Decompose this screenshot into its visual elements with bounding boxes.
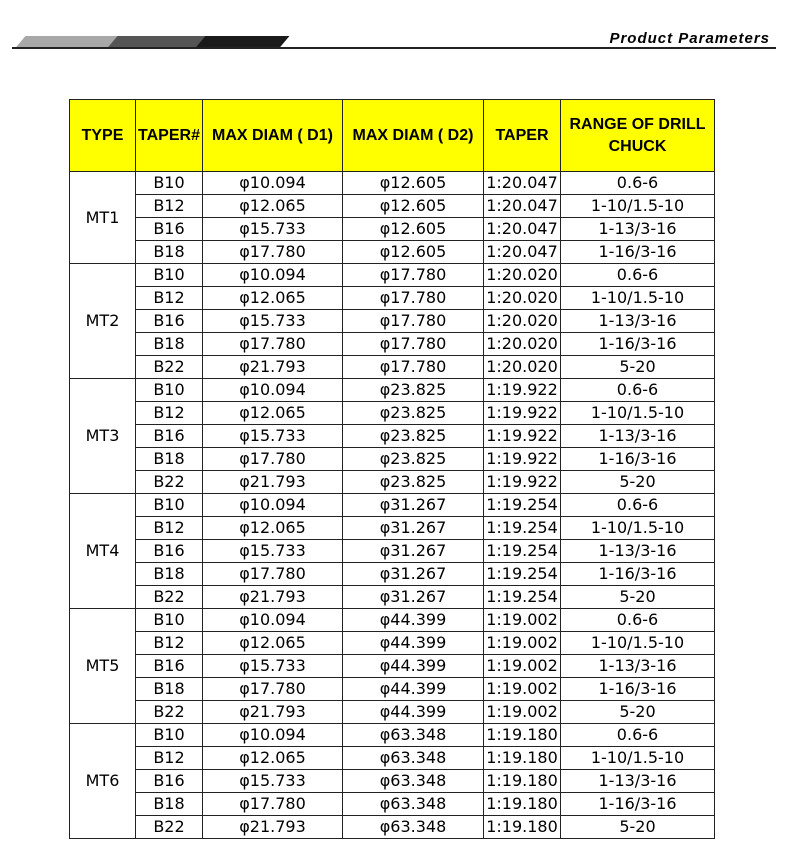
table-row [70, 379, 715, 402]
taper-ratio-cell: 1:19.922 [484, 425, 561, 448]
table-row [70, 241, 715, 264]
column-header-drill-chuck-range: RANGE OF DRILL CHUCK [561, 100, 715, 172]
max-diam-d1-cell: φ15.733 [203, 218, 343, 241]
max-diam-d2-cell: φ12.605 [343, 172, 484, 195]
max-diam-d2-cell: φ31.267 [343, 540, 484, 563]
max-diam-d1-cell: φ21.793 [203, 586, 343, 609]
taper-number-cell: B10 [136, 724, 203, 747]
max-diam-d2-cell: φ17.780 [343, 287, 484, 310]
max-diam-d1-cell: φ15.733 [203, 540, 343, 563]
drill-chuck-range-cell: 1-16/3-16 [561, 241, 715, 264]
max-diam-d2-cell: φ44.399 [343, 655, 484, 678]
max-diam-d1-cell: φ15.733 [203, 425, 343, 448]
taper-ratio-cell: 1:19.922 [484, 379, 561, 402]
type-cell: MT6 [70, 724, 136, 839]
drill-chuck-range-cell: 1-10/1.5-10 [561, 517, 715, 540]
max-diam-d2-cell: φ23.825 [343, 402, 484, 425]
table-row [70, 494, 715, 517]
drill-chuck-range-cell: 1-13/3-16 [561, 655, 715, 678]
max-diam-d2-cell: φ17.780 [343, 356, 484, 379]
taper-ratio-cell: 1:19.180 [484, 724, 561, 747]
table-row [70, 816, 715, 839]
taper-ratio-cell: 1:19.002 [484, 632, 561, 655]
column-header-type: TYPE [70, 100, 136, 172]
max-diam-d2-cell: φ17.780 [343, 333, 484, 356]
taper-number-cell: B16 [136, 655, 203, 678]
table-row [70, 425, 715, 448]
taper-number-cell: B22 [136, 701, 203, 724]
column-header-taper-number: TAPER# [136, 100, 203, 172]
max-diam-d2-cell: φ23.825 [343, 425, 484, 448]
taper-ratio-cell: 1:19.254 [484, 540, 561, 563]
max-diam-d2-cell: φ23.825 [343, 448, 484, 471]
taper-number-cell: B12 [136, 517, 203, 540]
table-row [70, 793, 715, 816]
taper-ratio-cell: 1:19.922 [484, 402, 561, 425]
max-diam-d2-cell: φ12.605 [343, 195, 484, 218]
max-diam-d2-cell: φ44.399 [343, 678, 484, 701]
taper-number-cell: B16 [136, 770, 203, 793]
taper-ratio-cell: 1:20.047 [484, 218, 561, 241]
taper-ratio-cell: 1:20.020 [484, 356, 561, 379]
max-diam-d1-cell: φ21.793 [203, 701, 343, 724]
drill-chuck-range-cell: 1-16/3-16 [561, 793, 715, 816]
table-body [70, 172, 715, 839]
taper-number-cell: B16 [136, 310, 203, 333]
table-row [70, 356, 715, 379]
max-diam-d1-cell: φ12.065 [203, 632, 343, 655]
taper-ratio-cell: 1:20.047 [484, 241, 561, 264]
drill-chuck-range-cell: 1-16/3-16 [561, 448, 715, 471]
type-cell: MT2 [70, 264, 136, 379]
table-row [70, 195, 715, 218]
taper-number-cell: B18 [136, 563, 203, 586]
max-diam-d2-cell: φ63.348 [343, 724, 484, 747]
taper-number-cell: B12 [136, 402, 203, 425]
max-diam-d1-cell: φ10.094 [203, 724, 343, 747]
taper-ratio-cell: 1:20.020 [484, 287, 561, 310]
table-row [70, 563, 715, 586]
taper-number-cell: B22 [136, 816, 203, 839]
drill-chuck-range-cell: 0.6-6 [561, 379, 715, 402]
taper-ratio-cell: 1:19.254 [484, 586, 561, 609]
max-diam-d2-cell: φ31.267 [343, 494, 484, 517]
table-row [70, 310, 715, 333]
taper-ratio-cell: 1:19.922 [484, 471, 561, 494]
taper-ratio-cell: 1:19.180 [484, 816, 561, 839]
max-diam-d1-cell: φ15.733 [203, 655, 343, 678]
max-diam-d2-cell: φ63.348 [343, 793, 484, 816]
column-header-taper: TAPER [484, 100, 561, 172]
taper-number-cell: B16 [136, 425, 203, 448]
table-header-row [70, 100, 715, 172]
product-parameters-table [69, 99, 715, 839]
max-diam-d1-cell: φ17.780 [203, 241, 343, 264]
taper-number-cell: B18 [136, 333, 203, 356]
drill-chuck-range-cell: 1-10/1.5-10 [561, 632, 715, 655]
taper-ratio-cell: 1:19.002 [484, 678, 561, 701]
max-diam-d2-cell: φ63.348 [343, 747, 484, 770]
max-diam-d1-cell: φ17.780 [203, 793, 343, 816]
table-row [70, 632, 715, 655]
max-diam-d1-cell: φ12.065 [203, 747, 343, 770]
table-row [70, 678, 715, 701]
max-diam-d1-cell: φ15.733 [203, 310, 343, 333]
drill-chuck-range-cell: 1-16/3-16 [561, 678, 715, 701]
table-row [70, 471, 715, 494]
drill-chuck-range-cell: 1-10/1.5-10 [561, 287, 715, 310]
drill-chuck-range-cell: 5-20 [561, 356, 715, 379]
taper-ratio-cell: 1:19.180 [484, 747, 561, 770]
table-row [70, 655, 715, 678]
taper-ratio-cell: 1:19.002 [484, 655, 561, 678]
max-diam-d2-cell: φ63.348 [343, 816, 484, 839]
drill-chuck-range-cell: 5-20 [561, 471, 715, 494]
table-row [70, 287, 715, 310]
taper-ratio-cell: 1:19.002 [484, 701, 561, 724]
max-diam-d2-cell: φ12.605 [343, 218, 484, 241]
taper-ratio-cell: 1:19.180 [484, 770, 561, 793]
table-row [70, 540, 715, 563]
table-row [70, 609, 715, 632]
type-cell: MT1 [70, 172, 136, 264]
max-diam-d2-cell: φ31.267 [343, 563, 484, 586]
max-diam-d1-cell: φ17.780 [203, 333, 343, 356]
taper-ratio-cell: 1:20.020 [484, 310, 561, 333]
max-diam-d2-cell: φ44.399 [343, 632, 484, 655]
drill-chuck-range-cell: 1-10/1.5-10 [561, 195, 715, 218]
table-row [70, 770, 715, 793]
type-cell: MT3 [70, 379, 136, 494]
taper-ratio-cell: 1:20.020 [484, 264, 561, 287]
drill-chuck-range-cell: 1-13/3-16 [561, 425, 715, 448]
header-rule [12, 47, 776, 49]
max-diam-d1-cell: φ10.094 [203, 172, 343, 195]
max-diam-d2-cell: φ31.267 [343, 586, 484, 609]
drill-chuck-range-cell: 1-10/1.5-10 [561, 402, 715, 425]
table-row [70, 218, 715, 241]
drill-chuck-range-cell: 0.6-6 [561, 172, 715, 195]
taper-number-cell: B10 [136, 172, 203, 195]
header-bar [0, 0, 800, 60]
max-diam-d1-cell: φ10.094 [203, 494, 343, 517]
max-diam-d1-cell: φ21.793 [203, 471, 343, 494]
taper-ratio-cell: 1:19.254 [484, 517, 561, 540]
table-row [70, 172, 715, 195]
max-diam-d1-cell: φ17.780 [203, 563, 343, 586]
max-diam-d2-cell: φ63.348 [343, 770, 484, 793]
table-row [70, 264, 715, 287]
drill-chuck-range-cell: 1-13/3-16 [561, 770, 715, 793]
max-diam-d2-cell: φ31.267 [343, 517, 484, 540]
max-diam-d2-cell: φ44.399 [343, 609, 484, 632]
max-diam-d2-cell: φ44.399 [343, 701, 484, 724]
max-diam-d1-cell: φ10.094 [203, 609, 343, 632]
table-row [70, 402, 715, 425]
taper-ratio-cell: 1:19.002 [484, 609, 561, 632]
max-diam-d2-cell: φ12.605 [343, 241, 484, 264]
max-diam-d1-cell: φ17.780 [203, 448, 343, 471]
taper-number-cell: B12 [136, 287, 203, 310]
drill-chuck-range-cell: 1-16/3-16 [561, 563, 715, 586]
taper-number-cell: B22 [136, 586, 203, 609]
drill-chuck-range-cell: 5-20 [561, 816, 715, 839]
table-row [70, 517, 715, 540]
taper-number-cell: B18 [136, 793, 203, 816]
drill-chuck-range-cell: 0.6-6 [561, 609, 715, 632]
taper-ratio-cell: 1:20.047 [484, 172, 561, 195]
taper-ratio-cell: 1:19.922 [484, 448, 561, 471]
drill-chuck-range-cell: 0.6-6 [561, 264, 715, 287]
drill-chuck-range-cell: 1-13/3-16 [561, 540, 715, 563]
taper-number-cell: B12 [136, 632, 203, 655]
drill-chuck-range-cell: 5-20 [561, 701, 715, 724]
taper-ratio-cell: 1:19.254 [484, 494, 561, 517]
page-title: Product Parameters [609, 30, 770, 47]
taper-number-cell: B22 [136, 471, 203, 494]
max-diam-d1-cell: φ12.065 [203, 517, 343, 540]
type-cell: MT4 [70, 494, 136, 609]
max-diam-d1-cell: φ21.793 [203, 816, 343, 839]
max-diam-d2-cell: φ23.825 [343, 471, 484, 494]
taper-ratio-cell: 1:19.254 [484, 563, 561, 586]
column-header-max-diam-d2: MAX DIAM ( D2) [343, 100, 484, 172]
taper-number-cell: B18 [136, 678, 203, 701]
table-row [70, 724, 715, 747]
taper-number-cell: B10 [136, 264, 203, 287]
max-diam-d1-cell: φ12.065 [203, 195, 343, 218]
taper-number-cell: B12 [136, 747, 203, 770]
drill-chuck-range-cell: 5-20 [561, 586, 715, 609]
max-diam-d1-cell: φ12.065 [203, 402, 343, 425]
drill-chuck-range-cell: 1-16/3-16 [561, 333, 715, 356]
taper-number-cell: B10 [136, 494, 203, 517]
max-diam-d2-cell: φ23.825 [343, 379, 484, 402]
taper-number-cell: B22 [136, 356, 203, 379]
taper-number-cell: B18 [136, 448, 203, 471]
drill-chuck-range-cell: 0.6-6 [561, 724, 715, 747]
taper-ratio-cell: 1:20.047 [484, 195, 561, 218]
max-diam-d1-cell: φ21.793 [203, 356, 343, 379]
column-header-max-diam-d1: MAX DIAM ( D1) [203, 100, 343, 172]
max-diam-d1-cell: φ10.094 [203, 264, 343, 287]
taper-number-cell: B16 [136, 540, 203, 563]
table-row [70, 448, 715, 471]
taper-number-cell: B12 [136, 195, 203, 218]
taper-ratio-cell: 1:19.180 [484, 793, 561, 816]
taper-number-cell: B18 [136, 241, 203, 264]
type-cell: MT5 [70, 609, 136, 724]
taper-number-cell: B16 [136, 218, 203, 241]
max-diam-d1-cell: φ10.094 [203, 379, 343, 402]
drill-chuck-range-cell: 1-13/3-16 [561, 218, 715, 241]
table-row [70, 747, 715, 770]
max-diam-d1-cell: φ17.780 [203, 678, 343, 701]
taper-number-cell: B10 [136, 609, 203, 632]
taper-number-cell: B10 [136, 379, 203, 402]
max-diam-d2-cell: φ17.780 [343, 310, 484, 333]
drill-chuck-range-cell: 1-10/1.5-10 [561, 747, 715, 770]
max-diam-d2-cell: φ17.780 [343, 264, 484, 287]
max-diam-d1-cell: φ12.065 [203, 287, 343, 310]
drill-chuck-range-cell: 0.6-6 [561, 494, 715, 517]
table-row [70, 586, 715, 609]
drill-chuck-range-cell: 1-13/3-16 [561, 310, 715, 333]
table-row [70, 701, 715, 724]
taper-ratio-cell: 1:20.020 [484, 333, 561, 356]
max-diam-d1-cell: φ15.733 [203, 770, 343, 793]
table-row [70, 333, 715, 356]
